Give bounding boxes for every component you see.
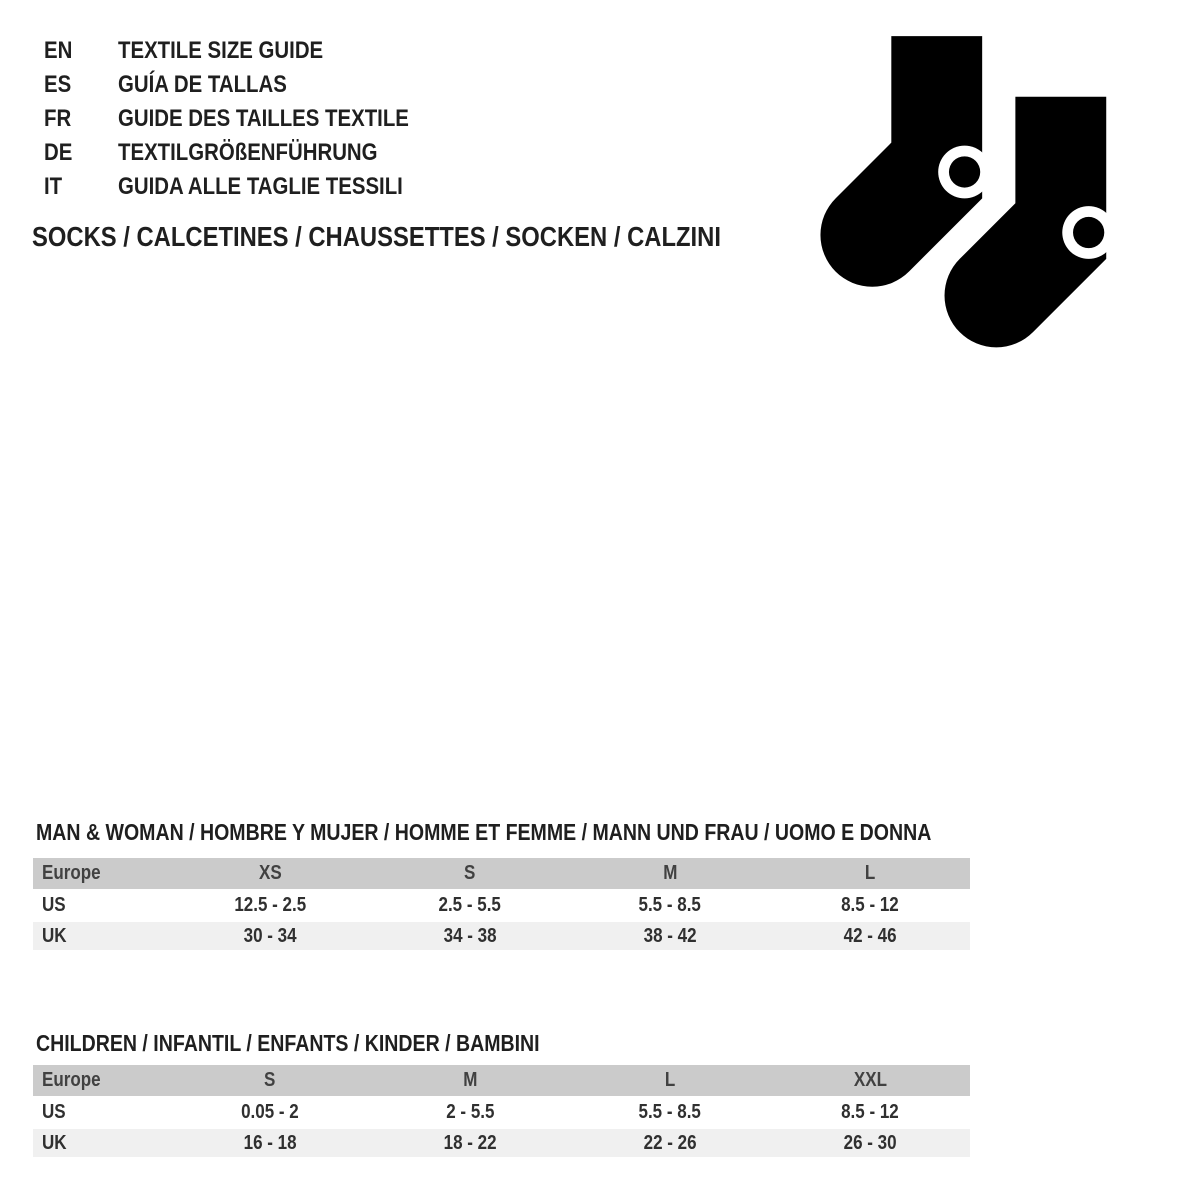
guide-title-de: TEXTILGRÖßENFÜHRUNG [118,139,378,166]
size-table-children [33,1065,970,1159]
table-row-us [33,1098,970,1127]
column-header-xxl: XXL [853,1069,887,1091]
size-cell: 16 - 18 [243,1132,297,1154]
column-header-m: M [662,862,678,884]
table-row-us [33,891,970,920]
guide-title-it: GUIDA ALLE TAGLIE TESSILI [118,173,403,200]
size-cell: 2.5 - 5.5 [438,894,502,916]
guide-title-en: TEXTILE SIZE GUIDE [118,37,324,64]
column-header-region: Europe [42,862,101,884]
language-row-en [44,34,460,68]
table-row-uk [33,922,970,950]
column-header-l: L [664,1069,676,1091]
language-row-it [44,170,460,204]
size-cell: 0.05 - 2 [241,1101,299,1123]
language-code: EN [44,37,73,64]
table-row-uk [33,1129,970,1157]
socks-icon [820,36,1116,348]
column-header-l: L [864,862,876,884]
size-cell: 12.5 - 2.5 [234,894,306,916]
language-row-es [44,68,460,102]
language-code: IT [44,173,63,200]
size-cell: 5.5 - 8.5 [638,1101,702,1123]
size-cell: 22 - 26 [643,1132,697,1154]
language-code: DE [44,139,73,166]
size-cell: 5.5 - 8.5 [638,894,702,916]
size-cell: 42 - 46 [843,925,897,947]
table-header-row [33,1065,970,1096]
column-header-xs: XS [258,862,282,884]
column-header-region: Europe [42,1069,101,1091]
row-label: UK [42,925,67,947]
man-woman-table-title: MAN & WOMAN / HOMBRE Y MUJER / HOMME ET FEMME / MANN UND FRAU / UOMO E DONNA [36,819,932,845]
language-title-block [44,34,460,204]
size-cell: 2 - 5.5 [445,1101,495,1123]
size-cell: 30 - 34 [243,925,297,947]
size-cell: 34 - 38 [443,925,497,947]
language-row-fr [44,102,460,136]
guide-title-fr: GUIDE DES TAILLES TEXTILE [118,105,409,132]
language-row-de [44,136,460,170]
row-label: UK [42,1132,67,1154]
column-header-s: S [264,1069,276,1091]
size-cell: 8.5 - 12 [841,1101,899,1123]
row-label: US [42,1101,66,1123]
children-table-title: CHILDREN / INFANTIL / ENFANTS / KINDER / BAMBINI [36,1030,540,1056]
size-table-man-woman [33,858,970,952]
language-code: ES [44,71,72,98]
row-label: US [42,894,66,916]
product-category-line: SOCKS / CALCETINES / CHAUSSETTES / SOCKEN / CALZINI [32,221,721,252]
size-cell: 18 - 22 [443,1132,497,1154]
size-cell: 26 - 30 [843,1132,897,1154]
language-code: FR [44,105,72,132]
column-header-m: M [462,1069,478,1091]
guide-title-es: GUÍA DE TALLAS [118,71,287,98]
table-header-row [33,858,970,889]
size-cell: 38 - 42 [643,925,697,947]
size-cell: 8.5 - 12 [841,894,899,916]
column-header-s: S [464,862,476,884]
